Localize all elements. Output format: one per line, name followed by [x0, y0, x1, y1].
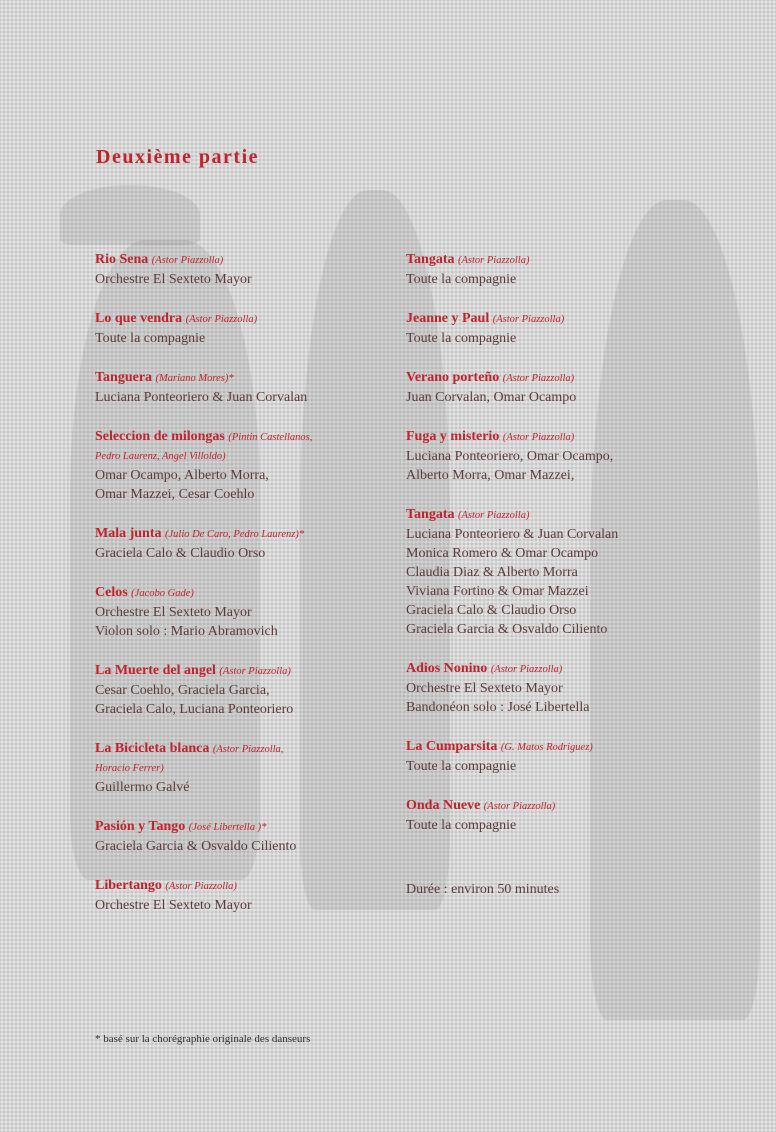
performer-line: Cesar Coehlo, Graciela Garcia,	[95, 683, 270, 698]
performer-line: Alberto Morra, Omar Mazzei,	[406, 468, 575, 483]
program-item	[95, 739, 425, 797]
performer-line: Graciela Calo, Luciana Ponteoriero	[95, 702, 294, 717]
performer-line: Toute la compagnie	[406, 331, 517, 346]
program-item-heading	[95, 368, 425, 388]
program-item-heading	[406, 796, 736, 816]
performer-line: Omar Ocampo, Alberto Morra,	[95, 468, 269, 483]
performer-line: Orchestre El Sexteto Mayor	[95, 272, 252, 287]
program-item	[95, 368, 425, 407]
program-item	[95, 583, 425, 641]
composer: (Astor Piazzolla)	[492, 314, 565, 325]
composer: (Julio De Caro, Pedro Laurenz)*	[165, 529, 305, 540]
program-item	[406, 309, 736, 348]
performer-line: Toute la compagnie	[406, 818, 517, 833]
composer: (Astor Piazzolla)	[502, 373, 575, 384]
composer: (Astor Piazzolla)	[458, 255, 530, 266]
program-item-heading	[406, 427, 736, 447]
program-item-heading	[95, 661, 425, 681]
piece-title: Seleccion de milongas	[95, 429, 225, 444]
composer: (Astor Piazzolla)	[185, 314, 258, 325]
program-item	[406, 796, 736, 835]
performer-line: Guillermo Galvé	[95, 780, 190, 795]
piece-title: Jeanne y Paul	[406, 311, 490, 326]
program-item-heading	[406, 659, 736, 679]
program-item-heading	[95, 876, 425, 896]
program-item	[95, 876, 425, 915]
dancer-hat-silhouette	[60, 185, 200, 245]
program-item	[406, 368, 736, 407]
performer-line: Monica Romero & Omar Ocampo	[406, 546, 599, 561]
program-item-heading	[406, 737, 736, 757]
composer: (Mariano Mores)*	[155, 373, 234, 384]
composer: (Astor Piazzolla)	[502, 432, 575, 443]
performer-line: Juan Corvalan, Omar Ocampo	[406, 390, 577, 405]
performer-line: Violon solo : Mario Abramovich	[95, 624, 278, 639]
program-item-heading	[95, 583, 425, 603]
duration-text: Durée : environ 50 minutes	[406, 882, 560, 897]
program-item-heading	[406, 309, 736, 329]
program-item-heading	[95, 524, 425, 544]
program-item	[406, 427, 736, 485]
piece-title: La Cumparsita	[406, 739, 498, 754]
composer: (José Libertella )*	[188, 822, 267, 833]
program-item-heading	[95, 427, 425, 447]
composer: (Pintin Castellanos,	[228, 432, 313, 443]
piece-title: Fuga y misterio	[406, 429, 500, 444]
performer-line: Graciela Garcia & Osvaldo Ciliento	[406, 622, 608, 637]
piece-title: Lo que vendra	[95, 311, 183, 326]
composer: (G. Matos Rodriguez)	[500, 742, 593, 753]
footnote: * basé sur la chorégraphie originale des danseurs	[95, 1033, 311, 1045]
performer-line: Orchestre El Sexteto Mayor	[95, 898, 252, 913]
program-item	[95, 250, 425, 289]
composer: (Astor Piazzolla,	[212, 744, 284, 755]
performer-line: Graciela Calo & Claudio Orso	[95, 546, 266, 561]
composer: (Astor Piazzolla)	[165, 881, 237, 892]
performer-line: Orchestre El Sexteto Mayor	[95, 605, 252, 620]
piece-title: Pasión y Tango	[95, 819, 186, 834]
piece-title: Adios Nonino	[406, 661, 488, 676]
piece-title: Rio Sena	[95, 252, 149, 267]
program-item-heading	[95, 739, 425, 759]
composer: (Astor Piazzolla)	[458, 510, 530, 521]
performer-line: Luciana Ponteoriero & Juan Corvalan	[406, 527, 619, 542]
performer-line: Omar Mazzei, Cesar Coehlo	[95, 487, 255, 502]
performer-line: Viviana Fortino & Omar Mazzei	[406, 584, 589, 599]
piece-title: La Bicicleta blanca	[95, 741, 210, 756]
performer-line: Bandonéon solo : José Libertella	[406, 700, 590, 715]
performer-line: Graciela Calo & Claudio Orso	[406, 603, 577, 618]
piece-title: Tanguera	[95, 370, 153, 385]
piece-title: Verano porteño	[406, 370, 500, 385]
program-item	[406, 250, 736, 289]
composer: (Astor Piazzolla)	[483, 801, 556, 812]
page-title: Deuxième partie	[96, 146, 260, 168]
program-column-right	[406, 250, 736, 855]
composer: (Jacobo Gade)	[131, 588, 194, 599]
piece-title: La Muerte del angel	[95, 663, 216, 678]
composer-continued: Pedro Laurenz, Angel Villoldo)	[95, 451, 226, 462]
piece-title: Mala junta	[95, 526, 162, 541]
piece-title: Onda Nueve	[406, 798, 481, 813]
composer-continued: Horacio Ferrer)	[95, 763, 164, 774]
composer: (Astor Piazzolla)	[219, 666, 291, 677]
program-item	[406, 659, 736, 717]
program-item-heading	[406, 250, 736, 270]
program-item-heading	[406, 368, 736, 388]
program-column-left	[95, 250, 425, 935]
performer-line: Luciana Ponteoriero, Omar Ocampo,	[406, 449, 614, 464]
program-item	[406, 737, 736, 776]
composer: (Astor Piazzolla)	[151, 255, 224, 266]
performer-line: Graciela Garcia & Osvaldo Ciliento	[95, 839, 297, 854]
program-item-heading	[95, 250, 425, 270]
performer-line: Luciana Ponteoriero & Juan Corvalan	[95, 390, 308, 405]
program-item	[95, 427, 425, 504]
performer-line: Orchestre El Sexteto Mayor	[406, 681, 563, 696]
program-item-heading	[406, 505, 736, 525]
performer-line: Toute la compagnie	[406, 272, 517, 287]
program-item	[95, 524, 425, 563]
performer-line: Toute la compagnie	[95, 331, 206, 346]
composer: (Astor Piazzolla)	[490, 664, 563, 675]
piece-title: Celos	[95, 585, 128, 600]
program-item	[95, 309, 425, 348]
piece-title: Tangata	[406, 252, 455, 267]
program-item-heading	[95, 309, 425, 329]
performer-line: Toute la compagnie	[406, 759, 517, 774]
program-item	[406, 505, 736, 639]
program-item-heading	[95, 817, 425, 837]
program-item	[95, 817, 425, 856]
piece-title: Libertango	[95, 878, 162, 893]
piece-title: Tangata	[406, 507, 455, 522]
program-item	[95, 661, 425, 719]
performer-line: Claudia Diaz & Alberto Morra	[406, 565, 578, 580]
